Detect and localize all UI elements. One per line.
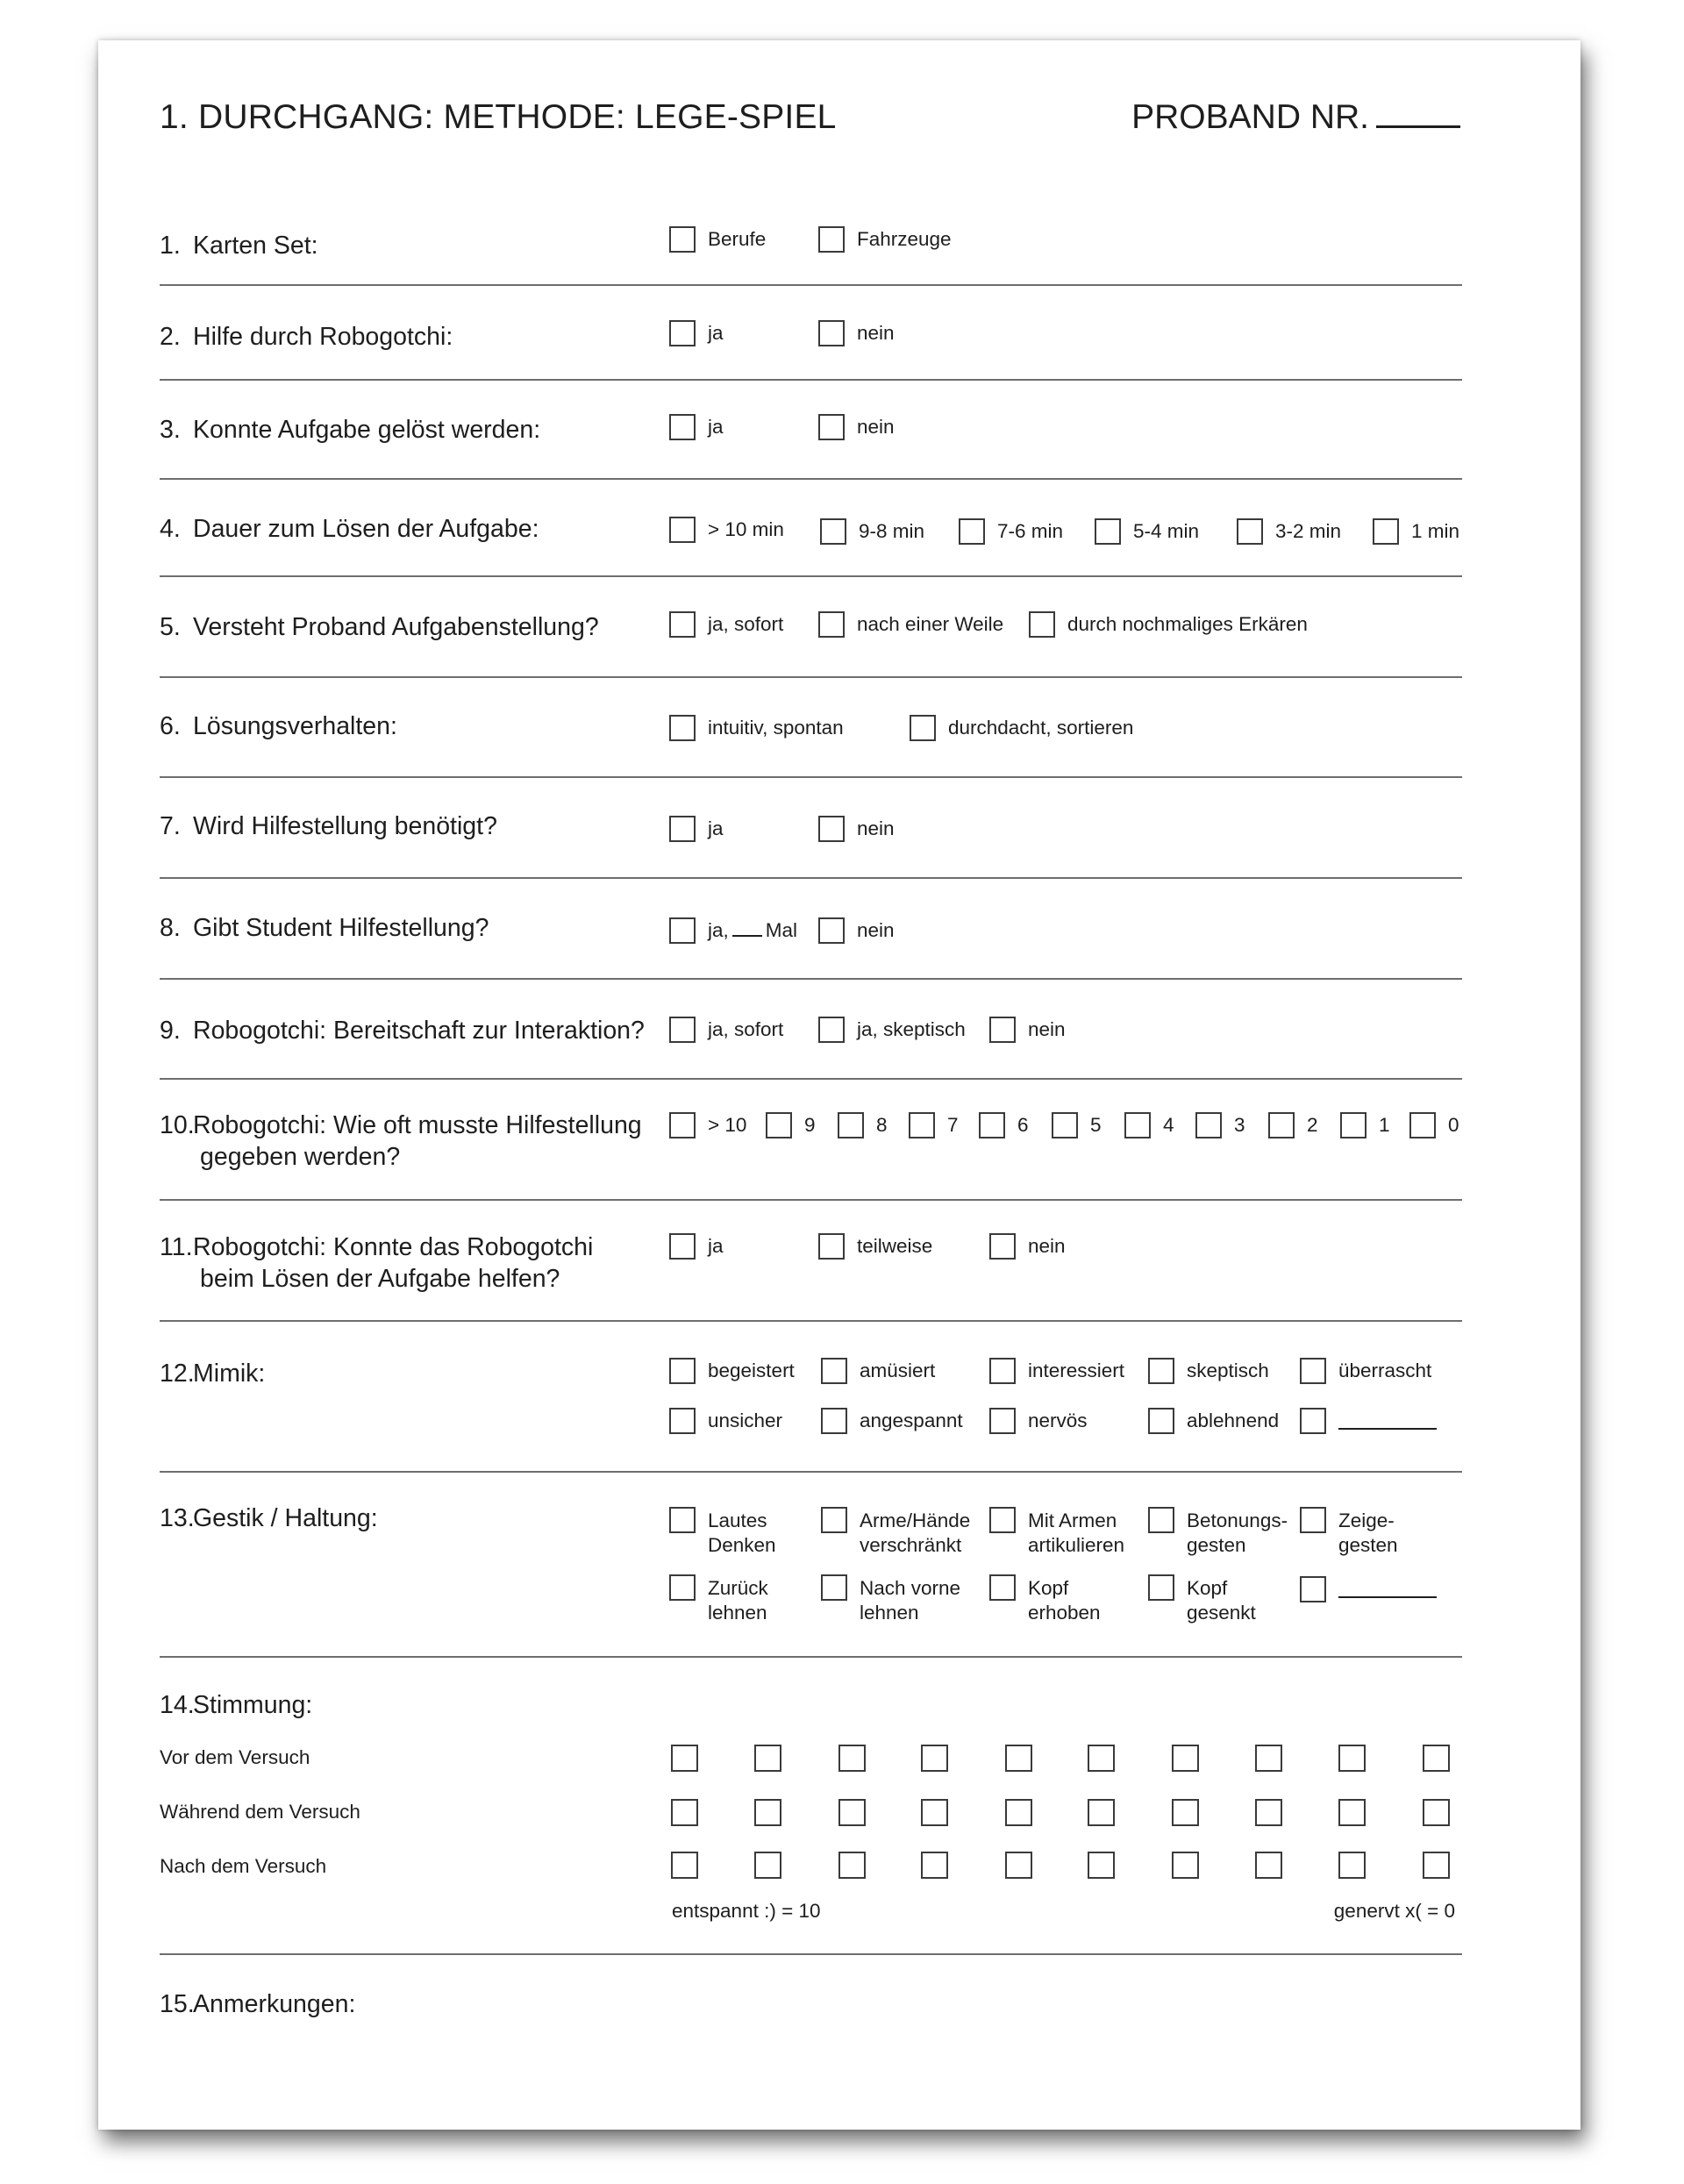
mood-checkbox-row1-col1[interactable] (671, 1745, 698, 1772)
option-label: begeistert (708, 1360, 795, 1381)
question-number: 10. (160, 1111, 195, 1139)
option-intuitiv[interactable] (669, 713, 844, 743)
checkbox[interactable] (669, 1017, 696, 1043)
checkbox[interactable] (669, 1507, 696, 1533)
checkbox[interactable] (1148, 1574, 1174, 1601)
question-number: 6. (160, 712, 181, 740)
mood-checkbox-row3-col2[interactable] (754, 1852, 781, 1879)
checkbox[interactable] (818, 226, 845, 253)
option-label: 3 (1234, 1114, 1245, 1136)
option-label: 8 (876, 1114, 888, 1136)
option-label: Kopf gesenkt (1187, 1577, 1256, 1624)
question-text: Karten Set: (193, 232, 318, 260)
option-label: unsicher (708, 1410, 783, 1431)
checkbox[interactable] (821, 1574, 847, 1601)
option-8[interactable] (838, 1110, 888, 1140)
option-label: nein (1028, 1235, 1066, 1257)
mood-checkbox-row1-col10[interactable] (1423, 1745, 1450, 1772)
question-number: 1. (160, 232, 181, 260)
checkbox[interactable] (989, 1574, 1016, 1601)
divider (160, 575, 1462, 577)
question-text: Konnte Aufgabe gelöst werden: (193, 416, 541, 444)
option-1[interactable] (1340, 1110, 1390, 1140)
checkbox[interactable] (820, 518, 846, 545)
option-label: teilweise (857, 1235, 933, 1257)
option-label: Lautes Denken (708, 1510, 776, 1556)
option-ja-skeptisch[interactable] (818, 1015, 966, 1045)
question-14 (160, 1689, 312, 1721)
mood-checkbox-row2-col4[interactable] (921, 1799, 948, 1826)
option-label: intuitiv, spontan (708, 717, 844, 739)
mood-row-label: Vor dem Versuch (160, 1746, 310, 1768)
option-ja[interactable] (669, 814, 724, 844)
question-5 (160, 611, 599, 643)
question-number: 9. (160, 1017, 181, 1045)
question-text: Robogotchi: Bereitschaft zur Interaktion? (193, 1017, 645, 1045)
option-7-6-min[interactable] (959, 517, 1063, 546)
checkbox[interactable] (1124, 1112, 1151, 1138)
option-ja[interactable] (669, 318, 724, 348)
question-number: 12. (160, 1360, 195, 1388)
option-nervoes[interactable] (989, 1406, 1088, 1436)
option-9-8-min[interactable] (820, 517, 924, 546)
scale-right-legend: genervt x( = 0 (1333, 1900, 1455, 1922)
checkbox[interactable] (959, 518, 985, 545)
option-label: > 10 min (708, 518, 784, 540)
divider (160, 978, 1462, 980)
checkbox[interactable] (821, 1507, 847, 1533)
question-4 (160, 513, 539, 545)
option-nochmaliges-erklaeren[interactable] (1029, 610, 1308, 639)
option-nach-einer-weile[interactable] (818, 610, 1003, 639)
option-ja-mal[interactable] (669, 916, 797, 946)
checkbox[interactable] (1268, 1112, 1295, 1138)
option-over-10-min[interactable] (669, 515, 784, 545)
checkbox[interactable] (669, 1574, 696, 1601)
question-text-line2: gegeben werden? (200, 1143, 401, 1171)
option-label: durchdacht, sortieren (948, 717, 1134, 739)
option-begeistert[interactable] (669, 1356, 795, 1386)
question-number: 14. (160, 1691, 195, 1719)
mood-checkbox-row2-col1[interactable] (671, 1799, 698, 1826)
divider (160, 1199, 1462, 1201)
form-title: 1. DURCHGANG: METHODE: LEGE-SPIEL (160, 98, 837, 136)
mood-checkbox-row1-col9[interactable] (1338, 1745, 1366, 1772)
option-kopf-gesenkt[interactable] (1148, 1574, 1256, 1627)
option-label: ja (708, 817, 724, 839)
question-text: Wird Hilfestellung benötigt? (193, 812, 497, 840)
option-label: durch nochmaliges Erkären (1067, 613, 1308, 635)
mood-checkbox-row1-col2[interactable] (754, 1745, 781, 1772)
option-label: ja (708, 1235, 724, 1257)
option-label (708, 919, 797, 942)
option-label: Kopf erhoben (1028, 1577, 1101, 1624)
checkbox[interactable] (909, 1112, 935, 1138)
question-number: 15. (160, 1990, 195, 2018)
question-3 (160, 414, 540, 446)
option-over-10[interactable] (669, 1110, 746, 1140)
option-ja-sofort[interactable] (669, 610, 783, 639)
option-fahrzeuge[interactable] (818, 225, 952, 254)
question-text: Gibt Student Hilfestellung? (193, 914, 489, 942)
mood-checkbox-row2-col7[interactable] (1172, 1799, 1199, 1826)
mood-checkbox-row1-col6[interactable] (1088, 1745, 1115, 1772)
option-label: Mit Armen artikulieren (1028, 1510, 1125, 1556)
mood-checkbox-row1-col4[interactable] (921, 1745, 948, 1772)
checkbox[interactable] (979, 1112, 1005, 1138)
question-7 (160, 810, 497, 842)
option-teilweise[interactable] (818, 1231, 932, 1261)
mood-checkbox-row1-col7[interactable] (1172, 1745, 1199, 1772)
divider (160, 478, 1462, 480)
question-text: Lösungsverhalten: (193, 712, 397, 740)
mood-checkbox-row3-col7[interactable] (1172, 1852, 1199, 1879)
question-text: Robogotchi: Konnte das Robogotchi (193, 1233, 594, 1261)
question-number: 8. (160, 914, 181, 942)
checkbox[interactable] (1300, 1408, 1326, 1434)
option-zurueck-lehnen[interactable] (669, 1574, 768, 1627)
checkbox[interactable] (1300, 1358, 1326, 1384)
option-label: 1 (1379, 1114, 1390, 1136)
divider (160, 676, 1462, 678)
mood-checkbox-row3-col3[interactable] (838, 1852, 866, 1879)
checkbox[interactable] (910, 715, 936, 741)
question-12 (160, 1358, 265, 1389)
question-11 (160, 1231, 593, 1295)
mood-checkbox-row3-col1[interactable] (671, 1852, 698, 1879)
option-label: > 10 (708, 1114, 747, 1136)
question-1 (160, 230, 318, 261)
question-number: 5. (160, 613, 181, 641)
option-amuesiert[interactable] (821, 1356, 935, 1386)
option-label: nein (1028, 1018, 1066, 1040)
checkbox[interactable] (1052, 1112, 1078, 1138)
checkbox[interactable] (989, 1358, 1016, 1384)
question-text: Mimik: (193, 1360, 266, 1388)
checkbox[interactable] (1340, 1112, 1366, 1138)
option-durchdacht[interactable] (910, 713, 1133, 743)
option-1-min[interactable] (1373, 517, 1459, 546)
checkbox[interactable] (1148, 1358, 1174, 1384)
proband-number-blank[interactable] (1376, 99, 1460, 128)
divider (160, 1320, 1462, 1322)
question-text: Stimmung: (193, 1691, 313, 1719)
option-label: ja, sofort (708, 1018, 784, 1040)
option-label: 0 (1448, 1114, 1459, 1136)
option-other-mimik[interactable] (1300, 1406, 1437, 1436)
checkbox[interactable] (669, 1408, 696, 1434)
option-label: Berufe (708, 228, 767, 250)
question-number: 4. (160, 515, 181, 543)
option-label: skeptisch (1187, 1360, 1269, 1381)
question-6 (160, 710, 397, 742)
checkbox[interactable] (821, 1408, 847, 1434)
option-berufe[interactable] (669, 225, 766, 254)
mood-checkbox-row2-col2[interactable] (754, 1799, 781, 1826)
question-13 (160, 1502, 378, 1534)
checkbox[interactable] (669, 715, 696, 741)
checkbox[interactable] (1148, 1408, 1174, 1434)
option-label: nein (857, 817, 895, 839)
mood-checkbox-row3-col4[interactable] (921, 1852, 948, 1879)
checkbox[interactable] (669, 1233, 696, 1260)
checkbox[interactable] (838, 1112, 864, 1138)
question-number: 2. (160, 323, 181, 351)
mood-checkbox-row3-col9[interactable] (1338, 1852, 1366, 1879)
option-arme-verschraenkt[interactable] (821, 1507, 970, 1559)
mood-checkbox-row3-col5[interactable] (1005, 1852, 1032, 1879)
checkbox[interactable] (989, 1017, 1016, 1043)
checkbox[interactable] (669, 917, 696, 944)
option-label: 6 (1017, 1114, 1029, 1136)
option-nein[interactable] (818, 412, 895, 442)
option-label: Zurück lehnen (708, 1577, 768, 1624)
mood-checkbox-row1-col3[interactable] (838, 1745, 866, 1772)
question-10 (160, 1110, 642, 1173)
option-lautes-denken[interactable] (669, 1507, 776, 1559)
checkbox[interactable] (818, 1233, 845, 1260)
option-interessiert[interactable] (989, 1356, 1124, 1386)
option-other-gestik[interactable] (1300, 1574, 1437, 1604)
checkbox[interactable] (669, 1112, 696, 1138)
mood-checkbox-row2-col9[interactable] (1338, 1799, 1366, 1826)
checkbox[interactable] (669, 816, 696, 842)
option-3-2-min[interactable] (1237, 517, 1341, 546)
option-label-mal: Mal (765, 919, 798, 941)
option-label: überrascht (1338, 1360, 1432, 1381)
option-label: ja, sofort (708, 613, 784, 635)
divider (160, 1656, 1462, 1658)
option-9[interactable] (766, 1110, 816, 1140)
option-label: 7 (947, 1114, 959, 1136)
option-label: 2 (1307, 1114, 1318, 1136)
option-skeptisch[interactable] (1148, 1356, 1269, 1386)
option-label: Arme/Hände verschränkt (860, 1510, 971, 1556)
divider (160, 776, 1462, 778)
option-ueberrascht[interactable] (1300, 1356, 1431, 1386)
checkbox[interactable] (669, 414, 696, 440)
proband-label: PROBAND NR. (1131, 98, 1369, 136)
option-nein[interactable] (818, 814, 895, 844)
checkbox[interactable] (818, 320, 845, 346)
option-angespannt[interactable] (821, 1406, 963, 1436)
option-ja-sofort[interactable] (669, 1015, 783, 1045)
checkbox[interactable] (669, 517, 696, 543)
option-label: interessiert (1028, 1360, 1125, 1381)
other-blank[interactable] (1338, 1412, 1437, 1430)
option-label: 9-8 min (859, 520, 925, 542)
option-label: ablehnend (1187, 1410, 1280, 1431)
checkbox[interactable] (818, 611, 845, 638)
divider (160, 1078, 1462, 1080)
question-text: Versteht Proband Aufgabenstellung? (193, 613, 599, 641)
mood-checkbox-row3-col6[interactable] (1088, 1852, 1115, 1879)
option-nein[interactable] (818, 916, 895, 946)
checkbox[interactable] (818, 917, 845, 944)
question-number: 13. (160, 1504, 195, 1532)
mood-checkbox-row2-col6[interactable] (1088, 1799, 1115, 1826)
checkbox[interactable] (818, 1017, 845, 1043)
checkbox[interactable] (1148, 1507, 1174, 1533)
option-mit-armen-artikulieren[interactable] (989, 1507, 1124, 1559)
option-label: nach einer Weile (857, 613, 1004, 635)
checkbox[interactable] (1300, 1576, 1326, 1602)
divider (160, 1953, 1462, 1955)
option-7[interactable] (909, 1110, 959, 1140)
option-nein[interactable] (989, 1231, 1066, 1261)
option-zeigegesten[interactable] (1300, 1507, 1398, 1559)
checkbox[interactable] (989, 1233, 1016, 1260)
question-text: Anmerkungen: (193, 1990, 356, 2018)
question-15 (160, 1988, 355, 2020)
question-text: Hilfe durch Robogotchi: (193, 323, 453, 351)
option-label: 5-4 min (1133, 520, 1200, 542)
question-9 (160, 1015, 645, 1046)
option-label: 5 (1090, 1114, 1102, 1136)
question-number: 11. (160, 1233, 193, 1261)
checkbox[interactable] (1029, 611, 1055, 638)
question-2 (160, 321, 453, 353)
option-label: 3-2 min (1275, 520, 1342, 542)
divider (160, 379, 1462, 381)
checkbox[interactable] (818, 414, 845, 440)
option-ablehnend[interactable] (1148, 1406, 1279, 1436)
checkbox[interactable] (1373, 518, 1399, 545)
option-label: 1 min (1411, 520, 1460, 542)
question-text-line2: beim Lösen der Aufgabe helfen? (200, 1265, 560, 1293)
checkbox[interactable] (989, 1507, 1016, 1533)
question-number: 7. (160, 812, 181, 840)
mood-checkbox-row2-col3[interactable] (838, 1799, 866, 1826)
checkbox[interactable] (1300, 1507, 1326, 1533)
option-ja[interactable] (669, 412, 724, 442)
checkbox[interactable] (669, 611, 696, 638)
option-label: amüsiert (860, 1360, 936, 1381)
option-nein[interactable] (989, 1015, 1066, 1045)
option-label: angespannt (860, 1410, 963, 1431)
mood-checkbox-row2-col10[interactable] (1423, 1799, 1450, 1826)
option-unsicher[interactable] (669, 1406, 782, 1436)
divider (160, 877, 1462, 879)
option-label: Fahrzeuge (857, 228, 952, 250)
question-text: Robogotchi: Wie oft musste Hilfestellung (193, 1111, 642, 1139)
mood-row-label: Während dem Versuch (160, 1801, 360, 1823)
option-label: nervös (1028, 1410, 1088, 1431)
checkbox[interactable] (1095, 518, 1121, 545)
option-label-ja: ja, (708, 919, 729, 941)
question-number: 3. (160, 416, 181, 444)
mood-checkbox-row1-col5[interactable] (1005, 1745, 1032, 1772)
option-label: Zeige- gesten (1338, 1510, 1398, 1556)
option-betonungsgesten[interactable] (1148, 1507, 1288, 1559)
checkbox[interactable] (989, 1408, 1016, 1434)
option-label: ja (708, 322, 724, 344)
checkbox[interactable] (818, 816, 845, 842)
option-0[interactable] (1409, 1110, 1459, 1140)
option-label: nein (857, 919, 895, 941)
proband-number-field[interactable] (1131, 98, 1460, 137)
option-5-4-min[interactable] (1095, 517, 1199, 546)
divider (160, 284, 1462, 286)
other-blank[interactable] (1338, 1581, 1437, 1598)
checkbox[interactable] (1195, 1112, 1222, 1138)
option-label: Betonungs- gesten (1187, 1510, 1288, 1556)
option-2[interactable] (1268, 1110, 1318, 1140)
option-5[interactable] (1052, 1110, 1102, 1140)
mood-row-label: Nach dem Versuch (160, 1855, 327, 1877)
option-6[interactable] (979, 1110, 1029, 1140)
option-label: ja (708, 416, 724, 438)
mood-checkbox-row3-col8[interactable] (1255, 1852, 1282, 1879)
checkbox[interactable] (1409, 1112, 1436, 1138)
option-3[interactable] (1195, 1110, 1245, 1140)
checkbox[interactable] (669, 226, 696, 253)
option-nach-vorne-lehnen[interactable] (821, 1574, 960, 1627)
mood-checkbox-row2-col8[interactable] (1255, 1799, 1282, 1826)
option-label: 7-6 min (997, 520, 1064, 542)
checkbox[interactable] (669, 320, 696, 346)
option-label: 9 (804, 1114, 816, 1136)
option-4[interactable] (1124, 1110, 1174, 1140)
option-label: nein (857, 416, 895, 438)
option-label: nein (857, 322, 895, 344)
checkbox[interactable] (821, 1358, 847, 1384)
option-label: 4 (1163, 1114, 1174, 1136)
divider (160, 1471, 1462, 1473)
option-label: ja, skeptisch (857, 1018, 966, 1040)
question-text: Dauer zum Lösen der Aufgabe: (193, 515, 539, 543)
option-label: Nach vorne lehnen (860, 1577, 961, 1624)
scale-left-legend: entspannt :) = 10 (672, 1900, 821, 1922)
option-nein[interactable] (818, 318, 895, 348)
count-blank[interactable] (732, 921, 762, 937)
mood-checkbox-row1-col8[interactable] (1255, 1745, 1282, 1772)
option-kopf-erhoben[interactable] (989, 1574, 1101, 1627)
question-text: Gestik / Haltung: (193, 1504, 378, 1532)
mood-checkbox-row2-col5[interactable] (1005, 1799, 1032, 1826)
checkbox[interactable] (1237, 518, 1263, 545)
question-8 (160, 912, 489, 944)
checkbox[interactable] (669, 1358, 696, 1384)
checkbox[interactable] (766, 1112, 792, 1138)
mood-checkbox-row3-col10[interactable] (1423, 1852, 1450, 1879)
option-ja[interactable] (669, 1231, 724, 1261)
